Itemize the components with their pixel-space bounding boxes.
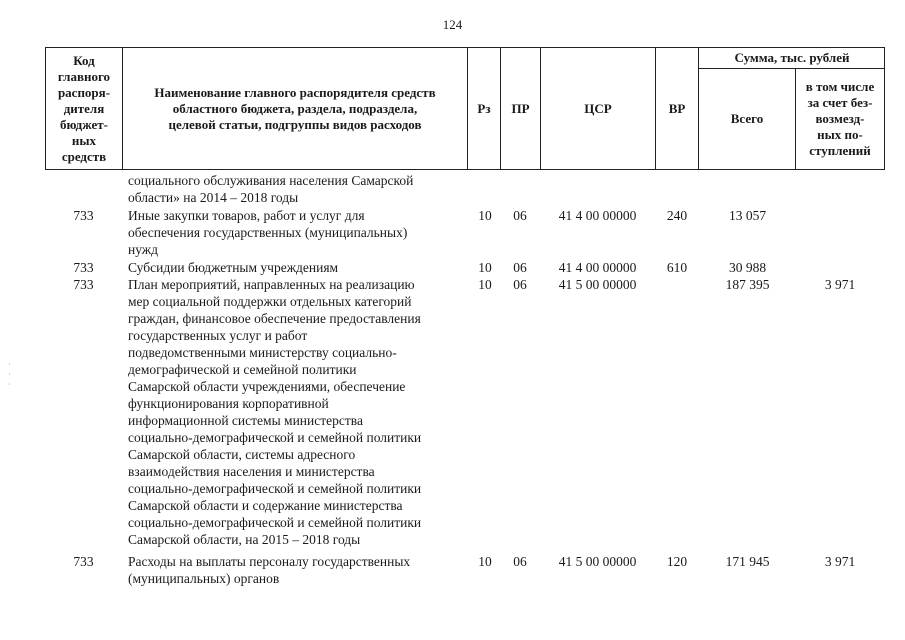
row-vr: 120 <box>666 554 688 569</box>
row-code: 733 <box>73 277 94 292</box>
row-csr: 41 5 00 00000 <box>558 554 637 569</box>
row-total: 187 395 <box>725 277 770 292</box>
header-name: Наименование главного распорядителя средств областного бюджета, раздела, подраздела, целевой статьи, подгруппы видов расходов <box>154 84 436 132</box>
row-rz: 10 <box>478 260 492 275</box>
row-free: 3 971 <box>824 554 856 569</box>
row-pr: 06 <box>513 554 527 569</box>
row-csr: 41 4 00 00000 <box>558 208 637 223</box>
row-name: Субсидии бюджетным учреждениям <box>128 260 339 275</box>
header-rz: Рз <box>477 100 491 116</box>
row-csr: 41 5 00 00000 <box>558 277 637 292</box>
header-sum: Сумма, тыс. рублей <box>734 50 850 65</box>
row-pr: 06 <box>513 277 527 292</box>
row-total: 171 945 <box>725 554 770 569</box>
table-row-continuation: социального обслуживания населения Самарской области» на 2014 – 2018 годы <box>128 173 414 205</box>
header-pr: ПР <box>511 100 530 116</box>
header-free: в том числе за счет без- возмезд- ных по- ступлений <box>805 79 875 158</box>
row-pr: 06 <box>513 208 527 223</box>
row-rz: 10 <box>478 554 492 569</box>
row-pr: 06 <box>513 260 527 275</box>
row-code: 733 <box>73 208 94 223</box>
header-code: Код главного распоря- дителя бюджет- ных средств <box>57 52 111 164</box>
row-name: План мероприятий, направленных на реализацию мер социальной поддержки отдельных категорий граждан, финансовое обеспечение предоставления государственных услуг и работ подведомственными министерству социально- демографической и семейной политики Самарской области учреждениями, обеспечение функционирования корпоративной информационной системы министерства социально-демографической и семейной политики Самарской области, системы адресного взаимодействия населения и министерства социально-демографической и семейной политики Самарской области и содержание министерства социально-демографической и семейной политики Самарской области, на 2015 – 2018 годы <box>128 277 422 547</box>
page-number: 124 <box>442 17 463 32</box>
header-csr: ЦСР <box>584 100 612 116</box>
header-vr: ВР <box>668 100 686 116</box>
row-rz: 10 <box>478 277 492 292</box>
header-total: Всего <box>730 111 764 126</box>
row-code: 733 <box>73 260 94 275</box>
row-free: 3 971 <box>824 277 856 292</box>
row-total: 13 057 <box>728 208 767 223</box>
row-csr: 41 4 00 00000 <box>558 260 637 275</box>
row-total: 30 988 <box>728 260 767 275</box>
row-vr: 610 <box>666 260 688 275</box>
row-name: Расходы на выплаты персоналу государственных (муниципальных) органов <box>128 554 411 586</box>
row-code: 733 <box>73 554 94 569</box>
row-name: Иные закупки товаров, работ и услуг для обеспечения государственных (муниципальных) нужд <box>128 208 408 257</box>
scan-margin-marks: · · · <box>8 360 11 389</box>
row-vr: 240 <box>666 208 688 223</box>
row-rz: 10 <box>478 208 492 223</box>
